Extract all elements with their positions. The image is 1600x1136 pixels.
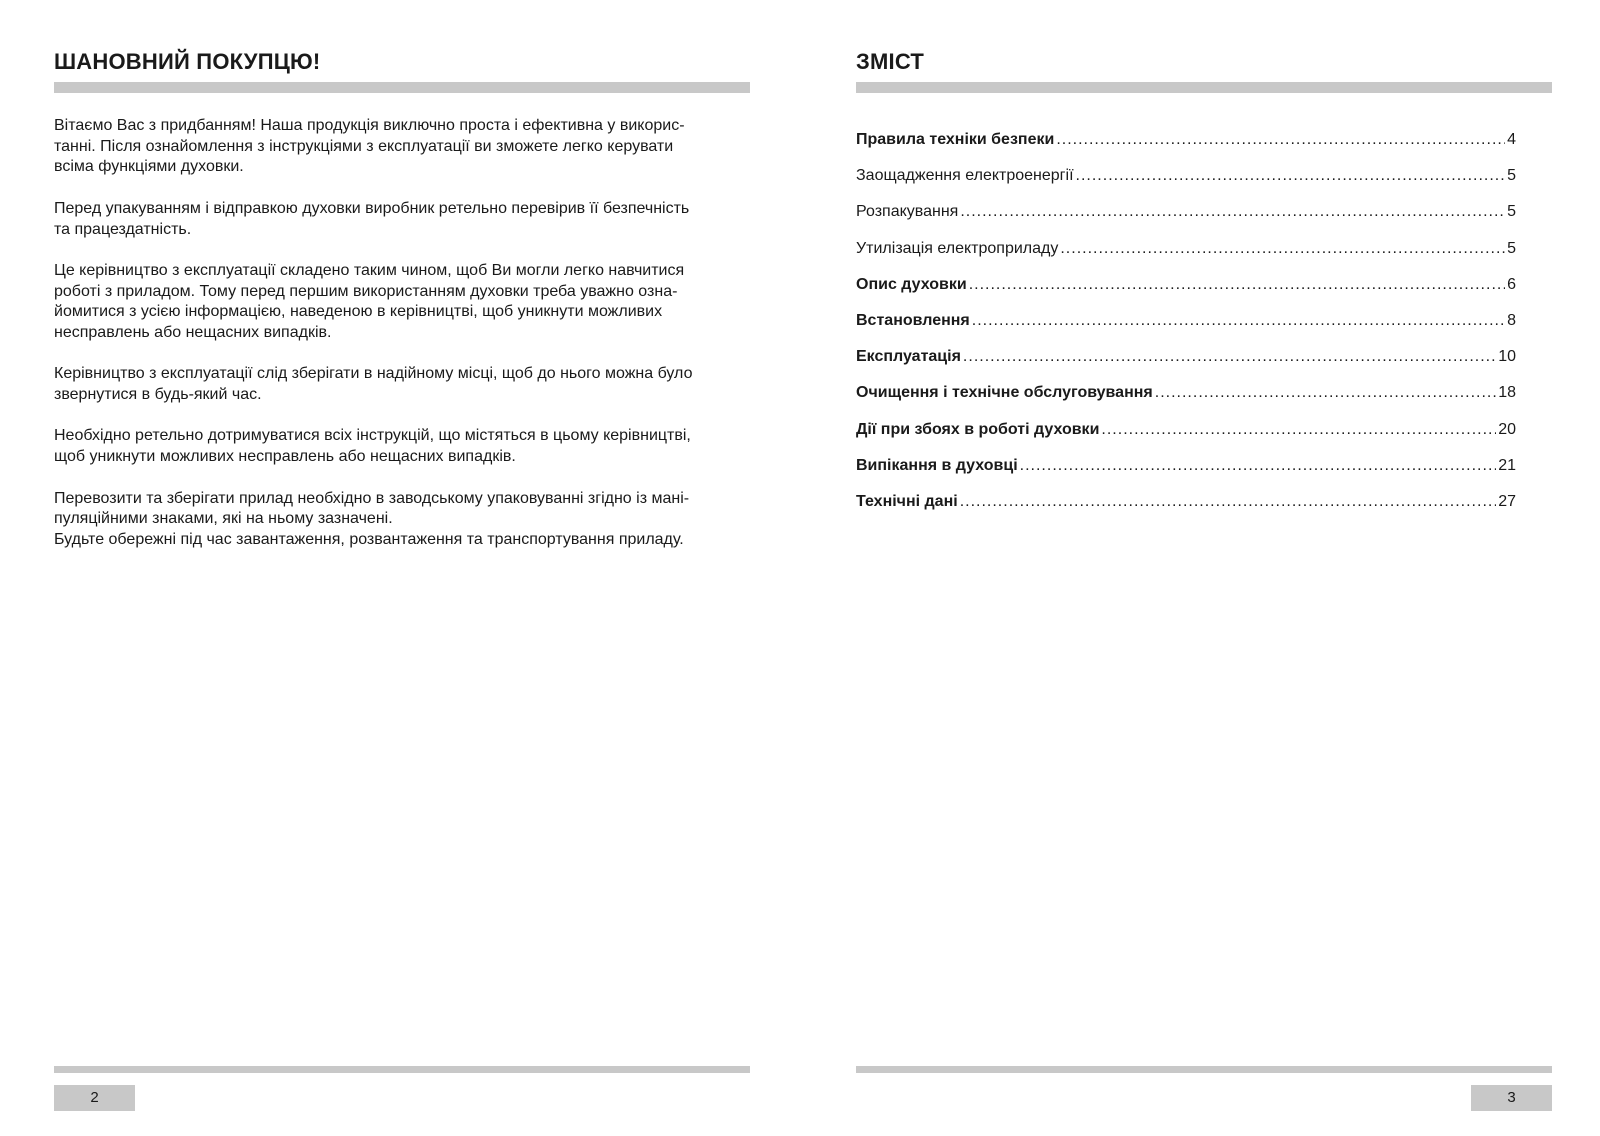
- toc-leader-dots: [1056, 130, 1505, 150]
- toc-leader-dots: [1155, 383, 1496, 403]
- paragraph: Перевозити та зберігати прилад необхідно в заводському упаковуванні згідно із мані- пуляційними знаками, які на ньому зазначені. Будьте обережні під час завантаження, розвантаження та транспортування приладу.: [54, 489, 690, 548]
- toc-entry[interactable]: [856, 420, 1516, 456]
- toc-entry-label: Випікання в духовці: [856, 456, 1018, 474]
- toc-entry-page: 5: [1507, 167, 1516, 185]
- toc-leader-dots: [972, 311, 1505, 331]
- table-of-contents: [856, 130, 1516, 528]
- toc-entry-page: 27: [1498, 492, 1516, 510]
- right-page: [856, 0, 1552, 1136]
- paragraph: Керівництво з експлуатації слід зберігати в надійному місці, щоб до нього можна було звернутися в будь-який час.: [54, 365, 693, 404]
- toc-entry[interactable]: [856, 202, 1516, 238]
- paragraph: Це керівництво з експлуатації складено таким чином, щоб Ви могли легко навчитися роботі з приладом. Тому перед першим використанням духовки треба уважно озна- йомитися з усією інформацією, наведеною в керівництві, щоб уникнути можливих несправлень або нещасних випадків.: [54, 261, 685, 341]
- toc-entry-label: Встановлення: [856, 311, 970, 329]
- toc-entry[interactable]: [856, 383, 1516, 419]
- toc-entry[interactable]: [856, 275, 1516, 311]
- toc-leader-dots: [960, 202, 1505, 222]
- toc-entry-page: 8: [1507, 311, 1516, 329]
- toc-entry-page: 10: [1498, 348, 1516, 366]
- toc-leader-dots: [1101, 420, 1496, 440]
- toc-entry-label: Опис духовки: [856, 275, 967, 293]
- toc-entry[interactable]: [856, 311, 1516, 347]
- toc-entry[interactable]: [856, 130, 1516, 166]
- toc-entry[interactable]: [856, 492, 1516, 528]
- toc-entry-label: Заощадження електроенергії: [856, 167, 1074, 185]
- toc-leader-dots: [1020, 456, 1497, 476]
- left-page: [54, 0, 750, 1136]
- header-rule: [54, 82, 750, 93]
- intro-text: [54, 116, 750, 571]
- toc-leader-dots: [963, 347, 1496, 367]
- page-number: 2: [54, 1085, 135, 1111]
- footer-rule: [54, 1066, 750, 1073]
- toc-leader-dots: [960, 492, 1497, 512]
- toc-leader-dots: [1076, 166, 1506, 186]
- toc-entry[interactable]: [856, 347, 1516, 383]
- paragraph: Перед упакуванням і відправкою духовки виробник ретельно перевірив її безпечність та працездатність.: [54, 199, 690, 238]
- toc-entry-page: 21: [1498, 456, 1516, 474]
- toc-title: ЗМІСТ: [856, 49, 924, 74]
- toc-entry-label: Утилізація електроприладу: [856, 239, 1059, 257]
- toc-entry-page: 20: [1498, 420, 1516, 438]
- page-title: ШАНОВНИЙ ПОКУПЦЮ!: [54, 49, 321, 74]
- header-rule: [856, 82, 1552, 93]
- toc-entry[interactable]: [856, 166, 1516, 202]
- toc-entry-label: Експлуатація: [856, 348, 961, 366]
- toc-entry[interactable]: [856, 239, 1516, 275]
- toc-entry-page: 4: [1507, 131, 1516, 148]
- toc-entry-label: Правила техніки безпеки: [856, 131, 1055, 148]
- paragraph: Вітаємо Вас з придбанням! Наша продукція виключно проста і ефективна у викорис- танні. Після ознайомлення з інструкціями з експлуатації ви зможете легко керувати всіма функціями духовки.: [54, 117, 685, 176]
- toc-leader-dots: [1060, 239, 1505, 259]
- toc-entry-page: 6: [1507, 275, 1516, 293]
- toc-entry-page: 5: [1507, 239, 1516, 257]
- toc-entry-label: Розпакування: [856, 203, 959, 221]
- toc-entry-label: Технічні дані: [856, 492, 958, 510]
- toc-entry-label: Очищення і технічне обслуговування: [856, 384, 1153, 402]
- footer-rule: [856, 1066, 1552, 1073]
- toc-entry[interactable]: [856, 456, 1516, 492]
- toc-entry-page: 5: [1507, 203, 1516, 221]
- page-number: 3: [1471, 1085, 1552, 1111]
- toc-leader-dots: [969, 275, 1505, 295]
- toc-entry-page: 18: [1498, 384, 1516, 402]
- paragraph: Необхідно ретельно дотримуватися всіх інструкцій, що містяться в цьому керівництві, щоб уникнути можливих несправлень або нещасних випадків.: [54, 427, 691, 466]
- toc-entry-label: Дії при збоях в роботі духовки: [856, 420, 1100, 438]
